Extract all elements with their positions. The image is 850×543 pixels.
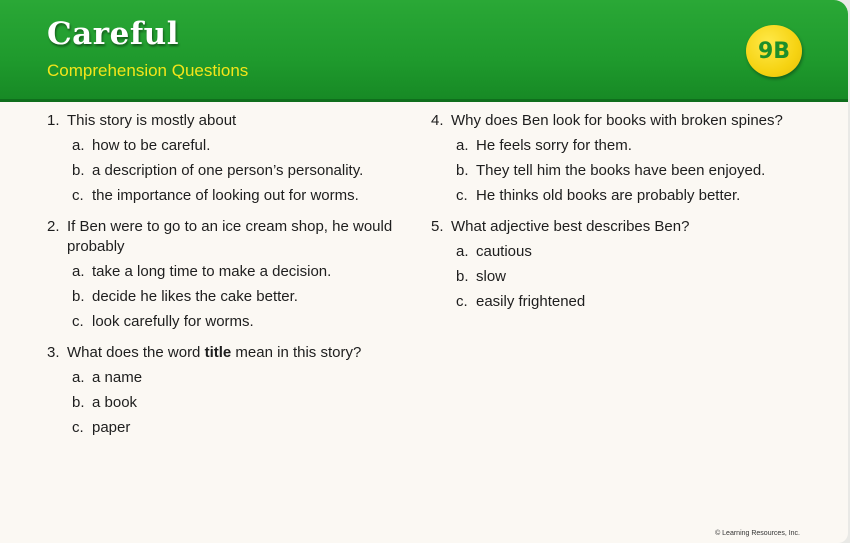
question-1: [47, 111, 417, 206]
answer-letter: c.: [456, 293, 468, 310]
question-text-part: Why does Ben look for books with broken spines?: [451, 112, 783, 129]
answer-text: slow: [476, 268, 507, 285]
question-text-part: This story is mostly about: [67, 112, 237, 129]
question-text-part: mean in this story?: [231, 344, 362, 361]
answer-text: decide he likes the cake better.: [92, 288, 298, 305]
question-4: [431, 111, 831, 206]
question-text: [67, 343, 417, 363]
answer-option: [47, 161, 417, 181]
answer-option: [431, 186, 831, 206]
answer-text: He thinks old books are probably better.: [476, 187, 741, 204]
answer-letter: c.: [72, 419, 84, 436]
answer-option: [431, 267, 831, 287]
answer-option: [47, 393, 417, 413]
answer-letter: a.: [72, 137, 85, 154]
answer-text: cautious: [476, 243, 532, 260]
answer-letter: a.: [456, 137, 469, 154]
question-text: [67, 111, 417, 131]
answer-letter: a.: [456, 243, 469, 260]
answer-option: [431, 242, 831, 262]
question-keyword: title: [204, 344, 232, 361]
question-line: [47, 111, 417, 131]
answer-letter: b.: [72, 288, 85, 305]
answer-text: They tell him the books have been enjoyed.: [476, 162, 766, 179]
question-text: [67, 217, 417, 257]
answer-letter: c.: [72, 187, 84, 204]
answer-letter: b.: [456, 268, 469, 285]
answer-letter: b.: [72, 394, 85, 411]
answer-text: He feels sorry for them.: [476, 137, 632, 154]
answer-option: [431, 161, 831, 181]
answer-list: [431, 136, 831, 206]
answer-text: a description of one person’s personality.: [92, 162, 364, 179]
question-line: [47, 217, 417, 257]
answer-list: [47, 262, 417, 332]
answer-letter: a.: [72, 369, 85, 386]
question-text: [451, 217, 831, 237]
answer-text: how to be careful.: [92, 137, 211, 154]
question-number: 2.: [47, 218, 60, 235]
card-subtitle: Comprehension Questions: [47, 61, 249, 80]
answer-option: [431, 292, 831, 312]
question-3: [47, 343, 417, 438]
answer-list: [47, 368, 417, 438]
card-header: [0, 0, 848, 102]
right-column: [431, 111, 831, 323]
answer-option: [47, 418, 417, 438]
answer-letter: b.: [456, 162, 469, 179]
question-text-part: What adjective best describes Ben?: [451, 218, 690, 235]
answer-option: [47, 186, 417, 206]
question-text-part: What does the word: [67, 344, 205, 361]
answer-option: [47, 262, 417, 282]
answer-letter: b.: [72, 162, 85, 179]
answer-option: [431, 136, 831, 156]
answer-letter: c.: [72, 313, 84, 330]
card-number-badge: 9B: [746, 25, 802, 77]
answer-option: [47, 287, 417, 307]
answer-letter: a.: [72, 263, 85, 280]
question-5: [431, 217, 831, 312]
answer-option: [47, 136, 417, 156]
answer-text: paper: [92, 419, 131, 436]
question-number: 1.: [47, 112, 60, 129]
question-text: [451, 111, 831, 131]
answer-text: look carefully for worms.: [92, 313, 254, 330]
question-text-part: If Ben were to go to an ice cream shop, he would probably: [67, 218, 393, 255]
question-number: 4.: [431, 112, 444, 129]
question-2: [47, 217, 417, 332]
answer-option: [47, 312, 417, 332]
copyright-notice: © Learning Resources, Inc.: [715, 530, 800, 537]
answer-text: the importance of looking out for worms.: [92, 187, 359, 204]
question-line: [431, 111, 831, 131]
answer-list: [47, 136, 417, 206]
answer-text: easily frightened: [476, 293, 586, 310]
question-number: 3.: [47, 344, 60, 361]
card-title: Careful: [47, 16, 179, 52]
answer-text: take a long time to make a decision.: [92, 263, 332, 280]
question-line: [47, 343, 417, 363]
answer-text: a name: [92, 369, 143, 386]
left-column: [47, 111, 417, 449]
question-line: [431, 217, 831, 237]
answer-option: [47, 368, 417, 388]
answer-letter: c.: [456, 187, 468, 204]
question-number: 5.: [431, 218, 444, 235]
answer-list: [431, 242, 831, 312]
answer-text: a book: [92, 394, 138, 411]
